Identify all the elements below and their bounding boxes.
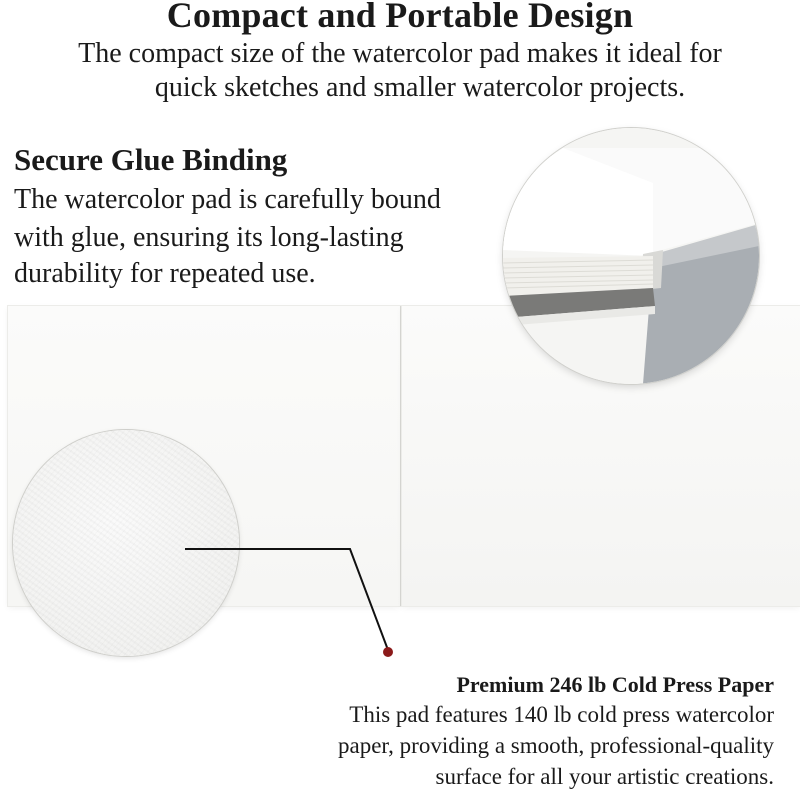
binding-description-line-3: durability for repeated use. (14, 258, 316, 289)
paper-section-title: Premium 246 lb Cold Press Paper (456, 672, 774, 697)
callout-dot (383, 647, 393, 657)
paper-description-line-2: paper, providing a smooth, professional-quality (338, 733, 774, 758)
header-description-line-1: The compact size of the watercolor pad makes it ideal for (78, 38, 722, 69)
header-description-line-2: quick sketches and smaller watercolor projects. (154, 72, 686, 103)
glue-binding-closeup (503, 128, 759, 384)
paper-description-line-1: This pad features 140 lb cold press watercolor (349, 702, 774, 727)
page-title: Compact and Portable Design (166, 0, 634, 35)
paper-description-line-3: surface for all your artistic creations. (435, 764, 774, 789)
binding-description-line-1: The watercolor pad is carefully bound (14, 184, 441, 215)
binding-section-title: Secure Glue Binding (14, 142, 288, 177)
glue-binding-illustration (503, 128, 759, 384)
paper-texture-closeup (13, 430, 239, 656)
binding-description-line-2: with glue, ensuring its long-lasting (14, 222, 404, 253)
